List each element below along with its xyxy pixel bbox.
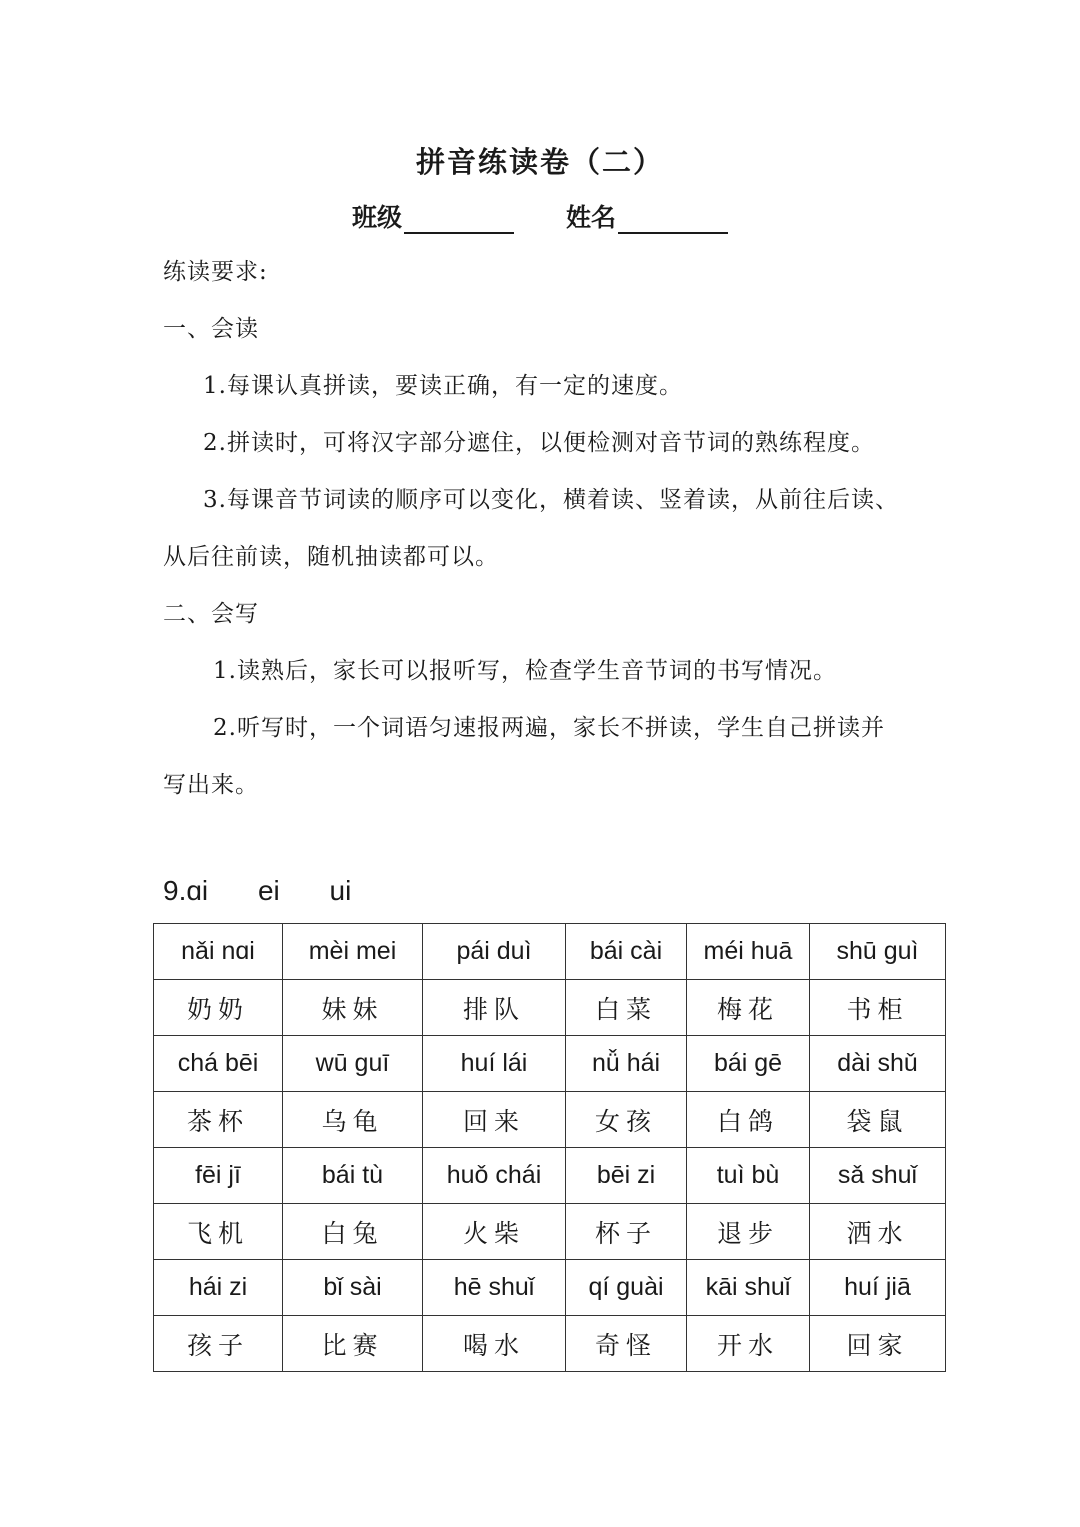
- part1-item-2: 2.拼读时，可将汉字部分遮住，以便检测对音节词的熟练程度。: [203, 430, 875, 456]
- table-cell: 书柜: [810, 980, 946, 1036]
- name-blank-line: [618, 204, 728, 234]
- table-cell: 飞机: [154, 1204, 283, 1260]
- table-cell: hē shuǐ: [423, 1260, 566, 1316]
- part1-item-3-continued: 从后往前读，随机抽读都可以。: [163, 544, 499, 570]
- table-cell: wū guī: [283, 1036, 423, 1092]
- table-cell: huí lái: [423, 1036, 566, 1092]
- table-cell: 奇怪: [566, 1316, 687, 1372]
- page-title: 拼音练读卷（二）: [415, 145, 664, 179]
- part2-item-2-continued: 写出来。: [163, 772, 259, 798]
- table-cell: 排队: [423, 980, 566, 1036]
- table-cell: 回来: [423, 1092, 566, 1148]
- table-cell: tuì bù: [687, 1148, 810, 1204]
- table-cell: méi huā: [687, 924, 810, 980]
- table-cell: 回家: [810, 1316, 946, 1372]
- table-cell: 乌龟: [283, 1092, 423, 1148]
- part2-item-2: 2.听写时，一个词语匀速报两遍，家长不拼读，学生自己拼读并: [213, 715, 885, 741]
- name-field: [566, 198, 728, 234]
- table-cell: kāi shuǐ: [687, 1260, 810, 1316]
- lesson-sound-3: ui: [329, 875, 352, 906]
- table-cell: hái zi: [154, 1260, 283, 1316]
- table-row-hanzi-3: [154, 1204, 946, 1260]
- table-cell: nǚ hái: [566, 1036, 687, 1092]
- lesson-number-and-first-sound: [163, 875, 208, 906]
- table-row-hanzi-2: [154, 1092, 946, 1148]
- lesson-number: 9.: [163, 875, 187, 906]
- table-cell: bái cài: [566, 924, 687, 980]
- table-cell: pái duì: [423, 924, 566, 980]
- table-cell: 喝水: [423, 1316, 566, 1372]
- part1-item-1: 1.每课认真拼读，要读正确，有一定的速度。: [203, 373, 683, 399]
- table-row-hanzi-1: [154, 980, 946, 1036]
- lesson-heading: [163, 875, 375, 907]
- table-cell: 开水: [687, 1316, 810, 1372]
- table-cell: sǎ shuǐ: [810, 1148, 946, 1204]
- table-cell: 茶杯: [154, 1092, 283, 1148]
- table-cell: 杯子: [566, 1204, 687, 1260]
- table-cell: 梅花: [687, 980, 810, 1036]
- table-row-hanzi-4: [154, 1316, 946, 1372]
- table-cell: bēi zi: [566, 1148, 687, 1204]
- part1-heading: 一、会读: [163, 316, 259, 342]
- table-cell: dài shǔ: [810, 1036, 946, 1092]
- table-cell: huí jiā: [810, 1260, 946, 1316]
- table-cell: nǎi nɑi: [154, 924, 283, 980]
- word-table: [153, 923, 946, 1372]
- table-cell: chá bēi: [154, 1036, 283, 1092]
- table-cell: 比赛: [283, 1316, 423, 1372]
- table-cell: 白兔: [283, 1204, 423, 1260]
- table-cell: fēi jī: [154, 1148, 283, 1204]
- table-row-pinyin-2: [154, 1036, 946, 1092]
- instructions-heading: 练读要求:: [163, 259, 268, 285]
- table-cell: huǒ chái: [423, 1148, 566, 1204]
- table-row-pinyin-1: [154, 924, 946, 980]
- class-field: [352, 198, 514, 234]
- instructions: [163, 250, 933, 820]
- class-label: 班级: [351, 203, 402, 232]
- table-cell: 洒水: [810, 1204, 946, 1260]
- part2-item-1: 1.读熟后，家长可以报听写，检查学生音节词的书写情况。: [213, 658, 837, 684]
- table-cell: mèi mei: [283, 924, 423, 980]
- table-row-pinyin-4: [154, 1260, 946, 1316]
- table-cell: bái gē: [687, 1036, 810, 1092]
- table-cell: shū guì: [810, 924, 946, 980]
- class-blank-line: [404, 204, 514, 234]
- table-row-pinyin-3: [154, 1148, 946, 1204]
- table-cell: 妹妹: [283, 980, 423, 1036]
- student-info-line: [0, 198, 1080, 234]
- table-cell: qí guài: [566, 1260, 687, 1316]
- table-cell: bǐ sài: [283, 1260, 423, 1316]
- table-cell: 白菜: [566, 980, 687, 1036]
- table-cell: 白鸽: [687, 1092, 810, 1148]
- table-cell: 女孩: [566, 1092, 687, 1148]
- part2-heading: 二、会写: [163, 601, 259, 627]
- lesson-sound-2: ei: [257, 875, 280, 906]
- table-cell: 火柴: [423, 1204, 566, 1260]
- lesson-sound-1: ɑi: [186, 875, 209, 906]
- name-label: 姓名: [566, 203, 617, 232]
- table-cell: 奶奶: [154, 980, 283, 1036]
- part1-item-3: 3.每课音节词读的顺序可以变化，横着读、竖着读，从前往后读、: [203, 487, 899, 513]
- table-cell: 孩子: [154, 1316, 283, 1372]
- table-cell: bái tù: [283, 1148, 423, 1204]
- table-cell: 退步: [687, 1204, 810, 1260]
- table-cell: 袋鼠: [810, 1092, 946, 1148]
